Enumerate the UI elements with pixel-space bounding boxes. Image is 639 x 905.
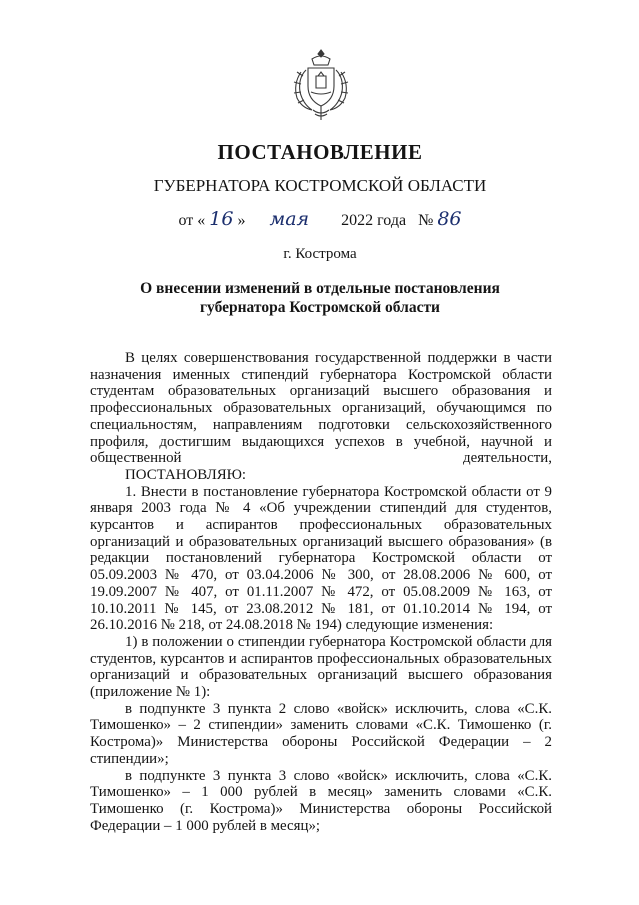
date-year: 2022 года [341, 212, 407, 229]
document-title: ПОСТАНОВЛЕНИЕ [217, 140, 423, 164]
amendment-paragraph-1: в подпункте 3 пункта 2 слово «войск» исключить, слова «С.К. Тимошенко» – 2 стипендии» заменить словами «С.К. Тимошенко (г. Кострома)» Министерства обороны Российской Федерации – 2 стипендии»; [90, 700, 552, 767]
date-day: 16 [209, 208, 234, 230]
heading-line-2: губернатора Костромской области [200, 299, 440, 316]
date-quote-close: » [237, 212, 246, 229]
document-heading [60, 279, 580, 317]
document-body [90, 350, 552, 834]
date-prefix: от « [178, 212, 206, 229]
coat-of-arms-icon [291, 46, 351, 124]
resolution-word: ПОСТАНОВЛЯЮ: [125, 466, 247, 483]
document-number: 86 [437, 208, 462, 230]
city: г. Кострома [283, 246, 357, 262]
date-line [60, 208, 580, 230]
amendment-paragraph-2: в подпункте 3 пункта 3 слово «войск» исключить, слова «С.К. Тимошенко» – 1 000 рублей в месяц» заменить словами «С.К. Тимошенко (г. Кострома)» Министерства обороны Российской Федерации – 1 000 рублей в месяц»; [90, 767, 552, 834]
item-1-paragraph: 1. Внести в постановление губернатора Костромской области от 9 января 2003 года № 4 «Об учреждении стипендий для студентов, курсантов и аспирантов профессиональных образовательных организаций и образовательных организаций высшего образования» (в редакции постановлений губернатора Костромской области от 05.09.2003 № 470, от 03.04.2006 № 300, от 28.08.2006 № 600, от 19.09.2007 № 407, от 01.11.2007 № 472, от 05.08.2009 № 163, от 10.10.2011 № 145, от 23.08.2012 № 181, от 01.10.2014 № 194, от 26.10.2016 № 218, от 24.08.2018 № 194) следующие изменения: [90, 483, 552, 634]
heading-line-1: О внесении изменений в отдельные постановления [140, 280, 500, 297]
number-sign: № [418, 212, 434, 229]
date-month: мая [269, 208, 310, 230]
subitem-1-paragraph: 1) в положении о стипендии губернатора Костромской области для студентов, курсантов и аспирантов профессиональных образовательных организаций и образовательных организаций высшего образования (приложение № 1): [90, 633, 552, 701]
issuing-authority: ГУБЕРНАТОРА КОСТРОМСКОЙ ОБЛАСТИ [153, 176, 487, 195]
preamble-paragraph: В целях совершенствования государственной поддержки в части назначения именных стипендий губернатора Костромской области студентам образовательных организаций высшего образования и профессиональных образовательных организаций, обучающимся по специальностям, направлениям подготовки сельскохозяйственного профиля, достигшим выдающихся успехов в учебной, научной и общественной деятельности, [90, 350, 552, 467]
